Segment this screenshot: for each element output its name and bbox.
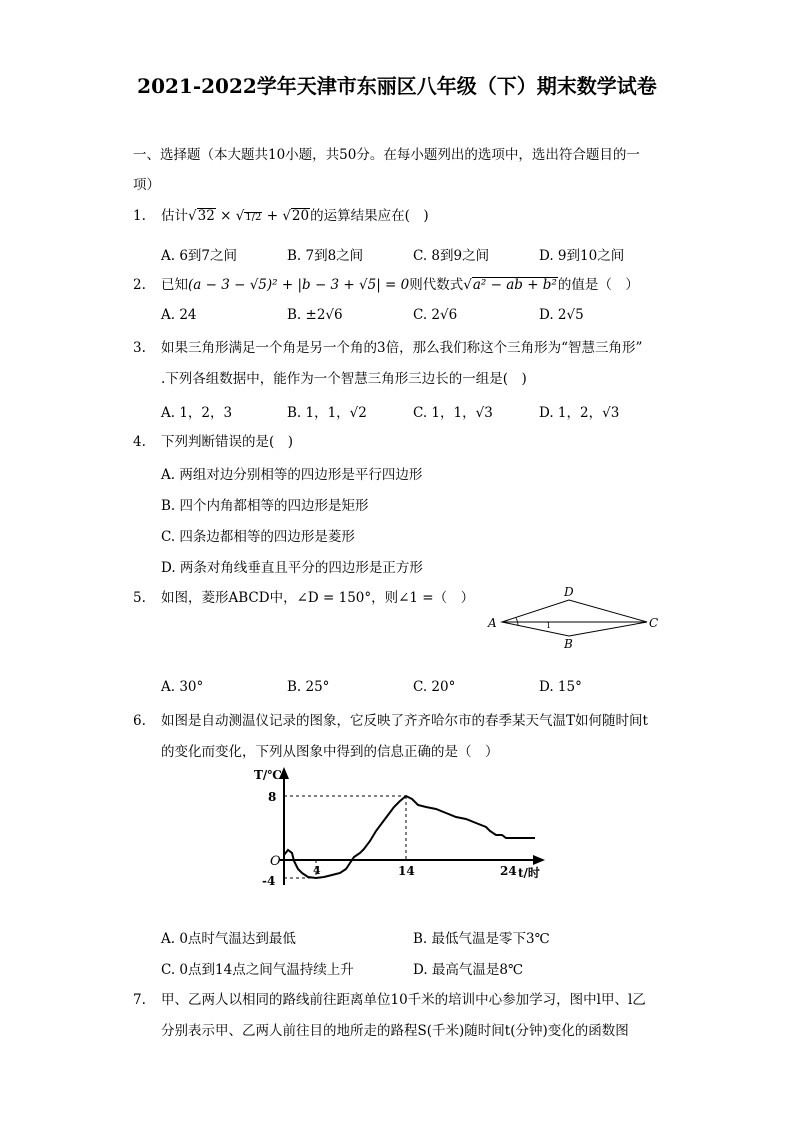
fraction-numerator: 1 <box>245 212 252 223</box>
section-header <box>133 140 673 200</box>
question-text-post: 的运算结果应在( ) <box>310 208 429 224</box>
option-a[interactable]: A. 1，2，3 <box>161 405 233 421</box>
x-tick-label-14: 14 <box>398 864 415 878</box>
question-text-mid: 则代数式 <box>409 277 464 293</box>
option-a[interactable]: A. 6到7之间 <box>161 248 238 264</box>
question-number: 6. <box>133 713 146 729</box>
section-line-1: 一、选择题（本大题共10小题，共50分。在每小题列出的选项中，选出符合题目的一 <box>133 147 640 163</box>
rhombus-outline <box>502 600 647 636</box>
section-line-2: 项） <box>133 177 160 193</box>
page-title: 2021-2022学年天津市东丽区八年级（下）期末数学试卷 <box>137 74 657 98</box>
origin-label: O <box>270 854 281 869</box>
x-axis-arrow <box>533 855 545 865</box>
option-c[interactable]: C. 20° <box>413 679 456 695</box>
math-expression: √32 × √1/2 + √20 <box>188 208 310 224</box>
option-c[interactable]: C. 四条边都相等的四边形是菱形 <box>161 529 355 545</box>
option-a[interactable]: A. 24 <box>161 307 197 323</box>
fraction-denominator: 2 <box>255 212 262 223</box>
question-text-line-2: 分别表示甲、乙两人前往目的地所走的路程S(千米)随时间t(分钟)变化的函数图 <box>161 1023 629 1039</box>
option-d[interactable]: D. 9到10之间 <box>539 248 625 264</box>
option-d[interactable]: D. 15° <box>539 679 582 695</box>
math-expression-b: a² − ab + b² <box>472 277 557 293</box>
option-c[interactable]: C. 8到9之间 <box>413 248 490 264</box>
option-c[interactable]: C. 0点到14点之间气温持续上升 <box>161 962 354 978</box>
option-d[interactable]: D. 最高气温是8℃ <box>413 962 524 978</box>
vertex-label-b: B <box>564 637 573 651</box>
option-c[interactable]: C. 1，1，√3 <box>413 405 493 421</box>
question-text: 已知(a − 3 − √5)² + |b − 3 + √5| = 0则代数式√a² − ab + b²的值是（ ） <box>161 277 639 293</box>
option-b[interactable]: B. ±2√6 <box>287 307 343 323</box>
radicand-1: 32 <box>197 208 215 224</box>
question-text-line-2: .下列各组数据中，能作为一个智慧三角形三边长的一组是( ) <box>161 371 527 387</box>
option-b[interactable]: B. 最低气温是零下3℃ <box>413 931 550 947</box>
question-number: 5. <box>133 590 146 606</box>
option-c[interactable]: C. 2√6 <box>413 307 458 323</box>
radicand-3: 20 <box>291 208 310 224</box>
vertex-label-c: C <box>649 616 659 630</box>
question-number: 4. <box>133 434 146 450</box>
option-a[interactable]: A. 两组对边分别相等的四边形是平行四边形 <box>161 467 423 483</box>
question-text-line-2: 的变化而变化，下列从图象中得到的信息正确的是（ ） <box>161 744 499 760</box>
question-text: 下列判断错误的是( ) <box>161 434 294 450</box>
y-tick-label-8: 8 <box>268 790 277 804</box>
x-tick-label-4: 4 <box>313 864 321 877</box>
question-text-line-1: 如果三角形满足一个角是另一个角的3倍，那么我们称这个三角形为“智慧三角形” <box>161 340 643 356</box>
option-d[interactable]: D. 两条对角线垂直且平分的四边形是正方形 <box>161 560 423 576</box>
temperature-graph <box>250 765 550 890</box>
question-number: 1. <box>133 208 146 224</box>
option-b[interactable]: B. 25° <box>287 679 330 695</box>
x-tick-label-24: 24 <box>500 864 517 878</box>
x-axis-label: t/时 <box>518 866 540 880</box>
question-text-line-1: 如图是自动测温仪记录的图象，它反映了齐齐哈尔市的春季某天气温T如何随时间t <box>161 713 648 729</box>
option-b[interactable]: B. 7到8之间 <box>287 248 364 264</box>
question-text-post: 的值是（ ） <box>557 277 639 293</box>
vertex-label-a: A <box>488 616 497 630</box>
question-text-pre: 已知 <box>161 277 188 293</box>
radicand-2: 1/2 <box>245 212 262 223</box>
rhombus-figure <box>482 582 664 652</box>
option-d[interactable]: D. 1，2，√3 <box>539 405 620 421</box>
angle-label: 1 <box>546 621 552 630</box>
question-number: 3. <box>133 340 146 356</box>
option-a[interactable]: A. 30° <box>161 679 204 695</box>
question-text-line-1: 甲、乙两人以相同的路线前往距离单位10千米的培训中心参加学习，图中l甲、l乙 <box>161 992 646 1008</box>
question-number: 7. <box>133 992 146 1008</box>
question-number: 2. <box>133 277 146 293</box>
option-d[interactable]: D. 2√5 <box>539 307 584 323</box>
y-axis-label: T/℃ <box>254 768 282 782</box>
y-tick-label-neg4: -4 <box>262 874 276 888</box>
question-text-pre: 估计 <box>161 208 188 224</box>
vertex-label-d: D <box>564 585 574 599</box>
question-text: 如图，菱形ABCD中，∠D = 150°，则∠1 =（ ） <box>161 590 475 606</box>
math-expression-a: (a − 3 − √5)² + |b − 3 + √5| = 0 <box>188 277 410 293</box>
question-text <box>161 206 673 226</box>
option-b[interactable]: B. 四个内角都相等的四边形是矩形 <box>161 498 369 514</box>
option-b[interactable]: B. 1，1，√2 <box>287 405 367 421</box>
option-a[interactable]: A. 0点时气温达到最低 <box>161 931 296 947</box>
